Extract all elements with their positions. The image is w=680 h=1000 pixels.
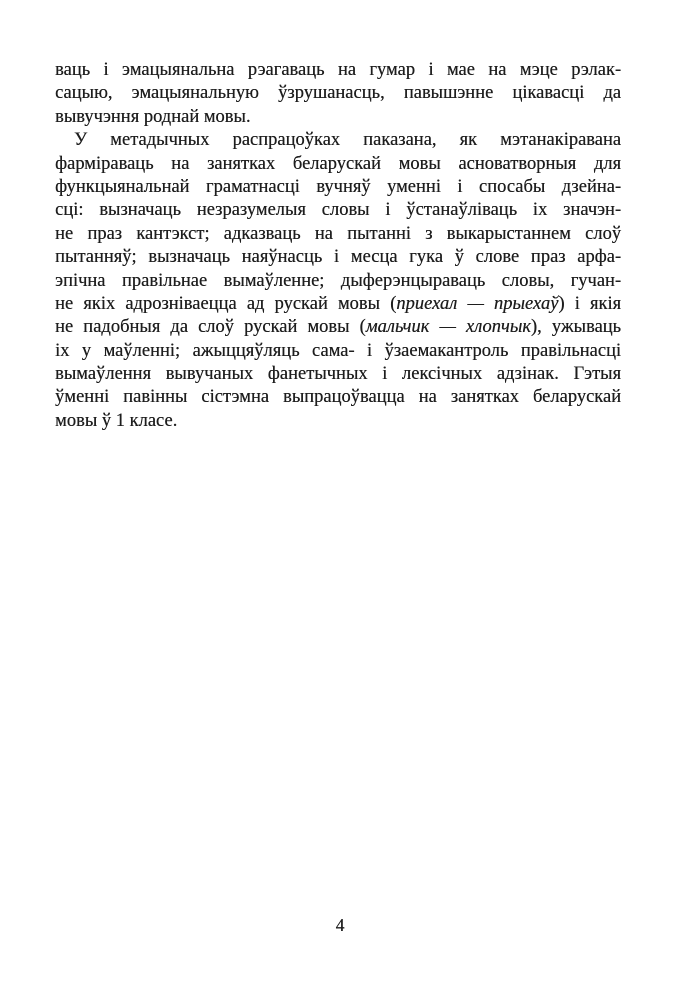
text-line [55,246,621,269]
text-segment: У метадычных распрацоўках паказана, як мэтанакіравана [74,130,621,151]
text-segment: не якіх адрозніваецца ад рускай мовы ( [55,293,397,314]
text-line [55,410,621,433]
text-segment: ўменні павінны сістэмна выпрацоўвацца на занятках беларускай [55,387,621,408]
text-line [55,129,621,152]
text-line [55,223,621,246]
text-segment: мовы ў 1 класе. [55,410,178,431]
text-segment: не праз кантэкст; адказваць на пытанні з выкарыстаннем слоў [55,223,621,244]
paragraph [55,129,621,433]
text-segment: фарміраваць на занятках беларускай мовы асноватворныя для [55,153,621,174]
text-segment: вывучэння роднай мовы. [55,106,251,127]
italic-example-words: приехал — прыехаў [396,293,559,314]
italic-example-words: мальчик — хлопчык [365,317,531,338]
text-line [55,199,621,222]
text-line [55,153,621,176]
text-line [55,176,621,199]
paragraph [55,59,621,129]
text-line [55,59,621,82]
text-line [55,340,621,363]
text-segment: сці: вызначаць незразумелыя словы і ўстанаўліваць іх значэн- [55,200,621,221]
text-segment: ), ужываць [530,317,621,338]
text-segment: эпічна правільнае вымаўленне; дыферэнцыраваць словы, гучан- [55,270,621,291]
text-line [55,293,621,316]
text-segment: функцыянальнай граматнасці вучняў уменні і спосабы дзейна- [55,176,621,197]
text-segment: ваць і эмацыянальна рэагаваць на гумар і мае на мэце рэлак- [55,60,621,80]
text-line [55,363,621,386]
page-number: 4 [335,915,345,935]
text-segment: вымаўлення вывучаных фанетычных і лексічных адзінак. Гэтыя [55,364,621,385]
text-line [55,386,621,409]
text-segment: іх у маўленні; ажыццяўляць сама- і ўзаемакантроль правільнасці [55,340,621,361]
text-line [55,270,621,293]
text-segment: не падобныя да слоў рускай мовы ( [55,317,366,338]
text-line [55,316,621,339]
page-body-text [55,59,621,433]
text-line [55,82,621,105]
text-line [55,106,621,129]
text-segment: сацыю, эмацыянальную ўзрушанасць, павышэнне цікавасці да [55,83,621,104]
text-segment: ) і якія [558,293,621,314]
text-segment: пытанняў; вызначаць наяўнасць і месца гука ў слове праз арфа- [55,247,621,268]
